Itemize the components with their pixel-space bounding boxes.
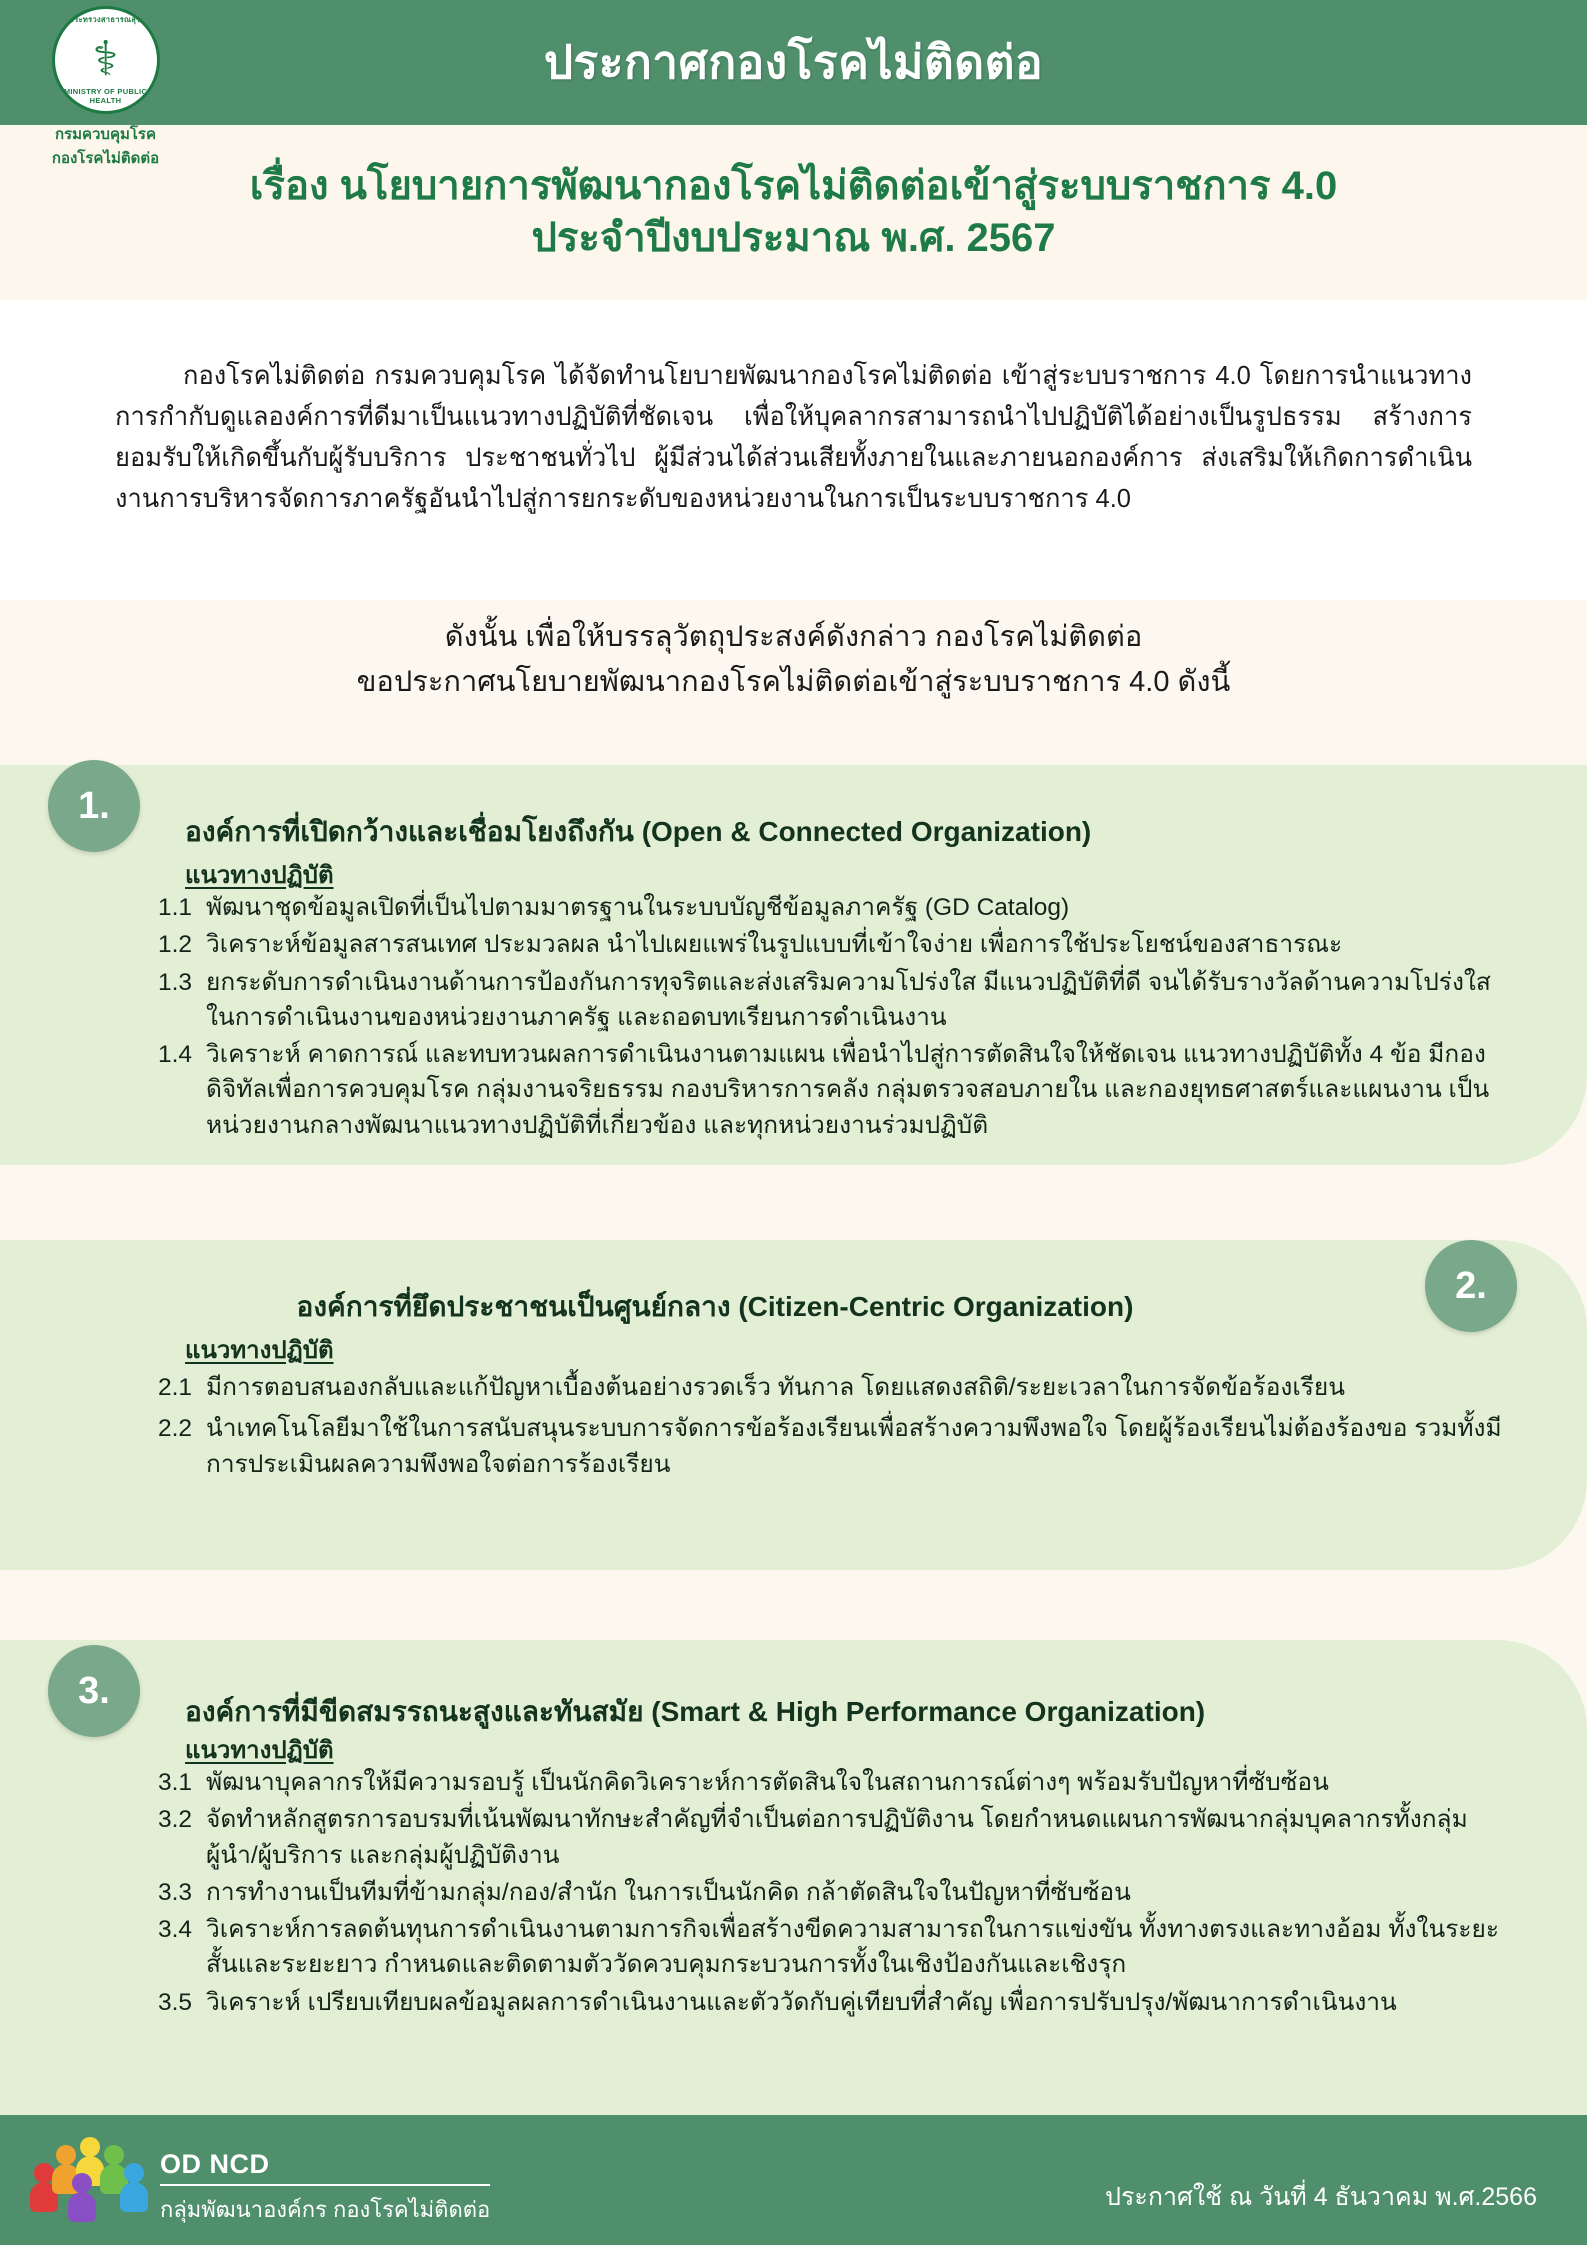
section-items-3 (158, 1765, 1518, 2022)
item-text: จัดทำหลักสูตรการอบรมที่เน้นพัฒนาทักษะสำคัญที่จำเป็นต่อการปฏิบัติงาน โดยกำหนดแผนการพัฒนากลุ่มบุคลากรทั้งกลุ่มผู้นำ/ผู้บริการ และกลุ่มผู้ปฏิบัติงาน (206, 1806, 1468, 1869)
logo-caption-division: กองโรคไม่ติดต่อ (51, 150, 160, 167)
footer-org-block (160, 2149, 490, 2227)
item-number: 1.4 (158, 1041, 193, 1069)
footer-effective-date: ประกาศใช้ ณ วันที่ 4 ธันวาคม พ.ศ.2566 (1105, 2183, 1537, 2211)
list-item (158, 1985, 1518, 2020)
ministry-seal-icon (52, 6, 160, 114)
item-number: 1.3 (158, 968, 193, 996)
item-text: ยกระดับการดำเนินงานด้านการป้องกันการทุจริตและส่งเสริมความโปร่งใส มีแนวปฏิบัติที่ดี จนได้รับรางวัลด้านความโปร่งใสในการดำเนินงานของหน่วยงานภาครัฐ และถอดบทเรียนการดำเนินงาน (206, 968, 1491, 1031)
item-number: 3.5 (158, 1988, 193, 2016)
list-item (158, 1802, 1518, 1873)
section-guide-label-3: แนวทางปฏิบัติ (185, 1737, 334, 1764)
list-item (158, 965, 1518, 1036)
section-heading-1: องค์การที่เปิดกว้างและเชื่อมโยงถึงกัน (Open & Connected Organization) (185, 816, 1092, 847)
item-text: วิเคราะห์ เปรียบเทียบผลข้อมูลผลการดำเนินงานและตัววัดกับคู่เทียบที่สำคัญ เพื่อการปรับปรุง/พัฒนาการดำเนินงาน (206, 1988, 1397, 2016)
item-text: วิเคราะห์ข้อมูลสารสนเทศ ประมวลผล นำไปเผยแพร่ในรูปแบบที่เข้าใจง่าย เพื่อการใช้ประโยชน์ของสาธารณะ (206, 931, 1343, 959)
page-header (0, 0, 1587, 125)
section-badge-3: 3. (48, 1645, 140, 1737)
caduceus-icon: ⚕ (92, 33, 119, 86)
intro-paragraph: กองโรคไม่ติดต่อ กรมควบคุมโรค ได้จัดทำนโยบายพัฒนากองโรคไม่ติดต่อ เข้าสู่ระบบราชการ 4.0 โดยการนำแนวทางการกำกับดูแลองค์การที่ดีมาเป็นแนวทางปฏิบัติที่ชัดเจน เพื่อให้บุคลากรสามารถนำไปปฏิบัติได้อย่างเป็นรูปธรรม สร้างการยอมรับให้เกิดขึ้นกับผู้รับบริการ ประชาชนทั่วไป ผู้มีส่วนได้ส่วนเสียทั้งภายในและภายนอกองค์การ ส่งเสริมให้เกิดการดำเนินงานการบริหารจัดการภาครัฐอันนำไปสู่การยกระดับของหน่วยงานในการเป็นระบบราชการ 4.0 (115, 361, 1472, 514)
item-text: มีการตอบสนองกลับและแก้ปัญหาเบื้องต้นอย่างรวดเร็ว ทันกาล โดยแสดงสถิติ/ระยะเวลาในการจัดข้อร้องเรียน (206, 1374, 1346, 1401)
intro-section (0, 300, 1587, 600)
list-item (158, 927, 1518, 962)
document-title-band (0, 125, 1587, 300)
item-text: วิเคราะห์ คาดการณ์ และทบทวนผลการดำเนินงานตามแผน เพื่อนำไปสู่การตัดสินใจให้ชัดเจน แนวทางปฏิบัติทั้ง 4 ข้อ มีกองดิจิทัลเพื่อการควบคุมโรค กลุ่มงานจริยธรรม กองบริหารการคลัง กลุ่มตรวจสอบภายใน และกองยุทธศาสตร์และแผนงาน เป็นหน่วยงานกลางพัฒนาแนวทางปฏิบัติที่เกี่ยวข้อง และทุกหน่วยงานร่วมปฏิบัติ (206, 1041, 1490, 1139)
footer-org-name: กลุ่มพัฒนาองค์กร กองโรคไม่ติดต่อ (160, 2197, 491, 2222)
item-number: 3.4 (158, 1916, 193, 1944)
item-number: 1.1 (158, 894, 193, 921)
seal-ring-text (55, 9, 157, 111)
document-title-line1: เรื่อง นโยบายการพัฒนากองโรคไม่ติดต่อเข้าสู่ระบบราชการ 4.0 (249, 164, 1338, 209)
page-title: ประกาศกองโรคไม่ติดต่อ (543, 36, 1044, 88)
list-item (158, 890, 1518, 925)
list-item (158, 1411, 1518, 1482)
section-heading-3: องค์การที่มีขีดสมรรถนะสูงและทันสมัย (Smart & High Performance Organization) (185, 1696, 1206, 1727)
section-items-2 (158, 1370, 1518, 1488)
item-number: 2.2 (158, 1415, 193, 1443)
section-guide-label-2: แนวทางปฏิบัติ (185, 1337, 334, 1364)
list-item (158, 1765, 1518, 1800)
list-item (158, 1037, 1518, 1143)
item-number: 3.2 (158, 1806, 193, 1834)
purpose-line2: ขอประกาศนโยบายพัฒนากองโรคไม่ติดต่อเข้าสู่ระบบราชการ 4.0 ดังนี้ (356, 665, 1231, 698)
seal-ring-bottom: MINISTRY OF PUBLIC HEALTH (63, 87, 148, 105)
item-number: 2.1 (158, 1374, 193, 1401)
people-logo-icon (28, 2133, 148, 2219)
item-number: 3.3 (158, 1878, 193, 1906)
list-item (158, 1875, 1518, 1910)
item-text: พัฒนาชุดข้อมูลเปิดที่เป็นไปตามมาตรฐานในระบบบัญชีข้อมูลภาครัฐ (GD Catalog) (206, 894, 1070, 921)
item-text: นำเทคโนโลยีมาใช้ในการสนับสนุนระบบการจัดการข้อร้องเรียนเพื่อสร้างความพึงพอใจ โดยผู้ร้องเรียนไม่ต้องร้องขอ รวมทั้งมีการประเมินผลความพึงพอใจต่อการร้องเรียน (206, 1415, 1502, 1478)
document-title-line2: ประจำปีงบประมาณ พ.ศ. 2567 (531, 215, 1056, 260)
list-item (158, 1370, 1518, 1405)
item-text: วิเคราะห์การลดต้นทุนการดำเนินงานตามการกิจเพื่อสร้างขีดความสามารถในการแข่งขัน ทั้งทางตรงและทางอ้อม ทั้งในระยะสั้นและระยะยาว กำหนดและติดตามตัววัดควบคุมกระบวนการทั้งในเชิงป้องกันและเชิงรุก (206, 1916, 1500, 1979)
purpose-statement (0, 615, 1587, 705)
seal-ring-top: กระทรวงสาธารณสุข (69, 15, 142, 24)
item-text: การทำงานเป็นทีมที่ข้ามกลุ่ม/กอง/สำนัก ในการเป็นนักคิด กล้าตัดสินใจในปัญหาที่ซับซ้อน (206, 1878, 1131, 1906)
item-text: พัฒนาบุคลากรให้มีความรอบรู้ เป็นนักคิดวิเคราะห์การตัดสินใจในสถานการณ์ต่างๆ พร้อมรับปัญหาที่ซับซ้อน (206, 1769, 1329, 1796)
section-badge-1: 1. (48, 760, 140, 852)
section-heading-2: องค์การที่ยึดประชาชนเป็นศูนย์กลาง (Citizen-Centric Organization) (296, 1291, 1134, 1322)
footer-org-abbr: OD NCD (160, 2149, 270, 2179)
logo-caption-department: กรมควบคุมโรค (54, 126, 157, 143)
ministry-logo (18, 6, 193, 170)
list-item (158, 1912, 1518, 1983)
section-items-1 (158, 890, 1518, 1145)
item-number: 1.2 (158, 931, 193, 959)
purpose-line1: ดังนั้น เพื่อให้บรรลุวัตถุประสงค์ดังกล่าว กองโรคไม่ติดต่อ (444, 621, 1143, 653)
footer-divider (160, 2184, 490, 2186)
section-guide-label-1: แนวทางปฏิบัติ (185, 862, 334, 889)
item-number: 3.1 (158, 1769, 193, 1796)
section-badge-2: 2. (1425, 1240, 1517, 1332)
